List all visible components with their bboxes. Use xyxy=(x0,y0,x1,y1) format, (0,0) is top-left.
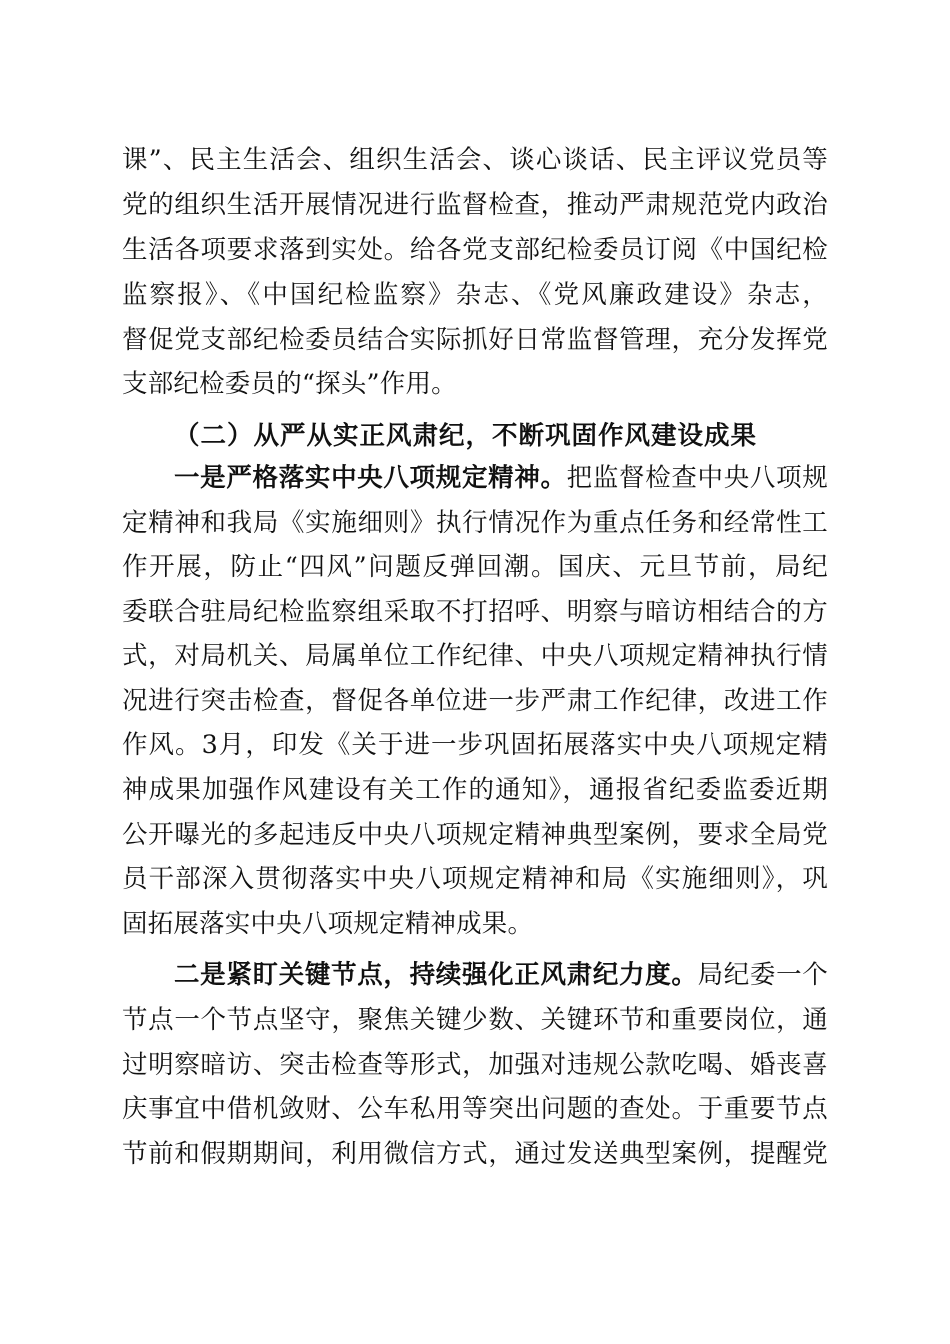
paragraph-first-line xyxy=(174,456,828,500)
section-heading: （二）从严从实正风肃纪，不断巩固作风建设成果 xyxy=(174,421,758,451)
paragraph-line: 神成果加强作风建设有关工作的通知》，通报省纪委监委近期 xyxy=(122,775,828,805)
paragraph-text: 局纪委一个 xyxy=(697,960,828,990)
paragraph-line: 员干部深入贯彻落实中央八项规定精神和局《实施细则》，巩 xyxy=(122,864,828,894)
paragraph-line: 况进行突击检查，督促各单位进一步严肃工作纪律，改进工作 xyxy=(122,686,828,716)
paragraph-line: 督促党支部纪检委员结合实际抓好日常监督管理，充分发挥党 xyxy=(122,325,828,355)
paragraph-line: 过明察暗访、突击检查等形式，加强对违规公款吃喝、婚丧喜 xyxy=(122,1050,828,1080)
paragraph-line: 支部纪检委员的“探头”作用。 xyxy=(122,369,457,399)
paragraph-lead: 二是紧盯关键节点，持续强化正风肃纪力度。 xyxy=(174,960,698,990)
paragraph-line: 庆事宜中借机敛财、公车私用等突出问题的查处。于重要节点 xyxy=(122,1094,828,1124)
paragraph-first-line xyxy=(174,953,828,997)
paragraph-text: 把监督检查中央八项规 xyxy=(566,463,828,493)
paragraph-line: 节点一个节点坚守，聚焦关键少数、关键环节和重要岗位，通 xyxy=(122,1005,828,1035)
paragraph-lead: 一是严格落实中央八项规定精神。 xyxy=(174,463,567,493)
paragraph-line: 党的组织生活开展情况进行监督检查，推动严肃规范党内政治 xyxy=(122,190,828,220)
paragraph-line: 式，对局机关、局属单位工作纪律、中央八项规定精神执行情 xyxy=(122,641,828,671)
paragraph-line: 公开曝光的多起违反中央八项规定精神典型案例，要求全局党 xyxy=(122,820,828,850)
paragraph-line: 固拓展落实中央八项规定精神成果。 xyxy=(122,909,534,939)
paragraph-line: 作开展，防止“四风”问题反弹回潮。国庆、元旦节前，局纪 xyxy=(122,552,828,582)
paragraph-line: 作风。3月，印发《关于进一步巩固拓展落实中央八项规定精 xyxy=(122,730,828,760)
paragraph-line: 监察报》、《中国纪检监察》杂志、《党风廉政建设》杂志， xyxy=(122,280,828,310)
paragraph-line: 生活各项要求落到实处。给各党支部纪检委员订阅《中国纪检 xyxy=(122,235,828,265)
paragraph-line: 定精神和我局《实施细则》执行情况作为重点任务和经常性工 xyxy=(122,508,828,538)
paragraph-line: 委联合驻局纪检监察组采取不打招呼、明察与暗访相结合的方 xyxy=(122,597,828,627)
paragraph-line: 课”、民主生活会、组织生活会、谈心谈话、民主评议党员等 xyxy=(122,145,828,175)
paragraph-line: 节前和假期期间，利用微信方式，通过发送典型案例，提醒党 xyxy=(122,1139,828,1169)
